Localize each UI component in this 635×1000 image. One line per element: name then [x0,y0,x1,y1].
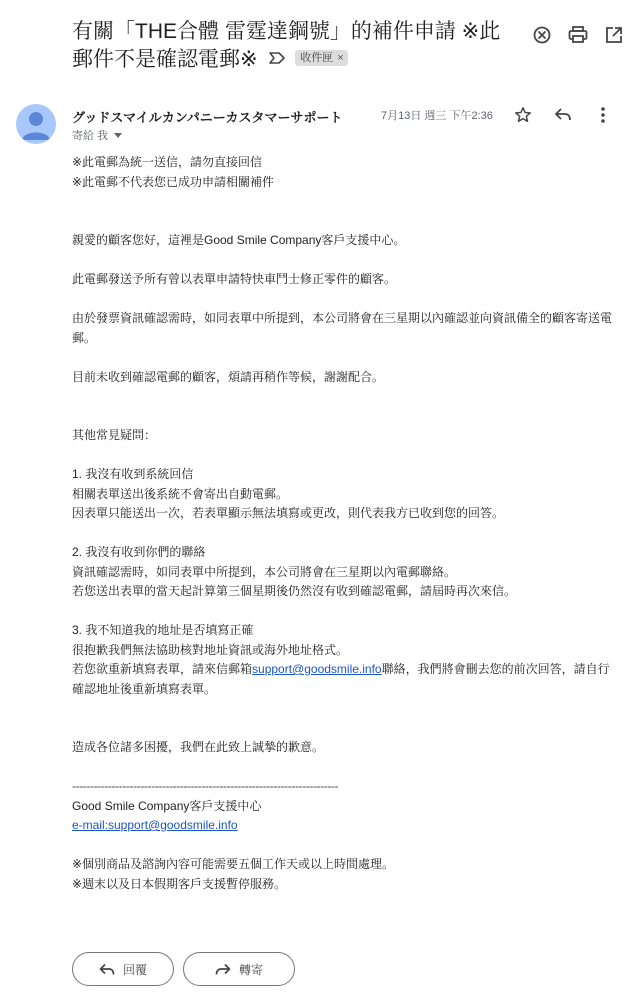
forward-button-label: 轉寄 [238,962,263,977]
signature-email-link[interactable]: e-mail:support@goodsmile.info [72,818,238,832]
print-icon[interactable] [567,24,589,46]
remove-label-icon[interactable]: × [337,52,344,65]
reply-icon [99,963,115,976]
subject-title: 有關「THE合體 雷霆達鋼號」的補件申請 ※此郵件不是確認電郵※ [72,20,501,71]
support-email-link[interactable]: support@goodsmile.info [252,662,382,676]
email-date: 7月13日 週三 下午2:36 [381,110,493,122]
forward-icon [215,963,231,976]
more-options-icon[interactable] [592,104,614,126]
notice-line: ※此電郵為統一送信，請勿直接回信 [72,155,263,169]
greeting: 親愛的顧客您好，這裡是Good Smile Company客戶支援中心。 [72,233,406,247]
notice-line: ※此電郵不代表您已成功申請相關補件 [72,174,275,189]
faq-answer: 因表單只能送出一次，若表單顯示無法填寫或更改，則代表我方已收到您的回答。 [72,506,505,520]
email-subject [72,18,512,74]
body-paragraph: 目前未收到確認電郵的顧客，煩請再稍作等候，謝謝配合。 [72,369,385,384]
faq-answer-text: 若您欲重新填寫表單，請來信郵箱 [72,662,253,676]
close-circle-icon[interactable] [531,24,553,46]
faq-answer [72,660,620,699]
footer-note: ※週末以及日本假期客戶支援暫停服務。 [72,876,287,891]
email-body [72,153,620,894]
star-icon[interactable] [512,104,534,126]
label-important-icon[interactable] [269,44,285,72]
faq-title: 其他常見疑問： [72,428,157,442]
body-paragraph: 此電郵發送予所有曾以表單申請特快車鬥士修正零件的顧客。 [72,272,397,286]
faq-answer-text: 聯絡，我們將會刪去您的前次回答，請自行確認地址後重新填寫表單。 [72,662,610,696]
apology-line: 造成各位諸多困擾，我們在此致上誠摯的歉意。 [72,740,325,754]
inbox-label-chip[interactable] [295,50,347,66]
forward-button[interactable] [183,952,295,986]
inbox-label-text: 收件匣 [300,52,334,65]
faq-answer: 資訊確認需時，如同表單中所提到，本公司將會在三星期以內電郵聯絡。 [72,564,457,579]
faq-question: 2. 我沒有收到你們的聯絡 [72,545,206,559]
chevron-down-icon[interactable] [114,133,122,138]
person-icon [16,104,56,144]
recipient-label: 寄給 我 [72,130,109,142]
signature-divider: -------------------------------------------------------------------------- [72,779,339,793]
faq-answer: 相關表單送出後系統不會寄出自動電郵。 [72,486,289,501]
faq-question: 1. 我沒有收到系統回信 [72,467,194,481]
recipient-line[interactable] [72,127,122,143]
faq-question: 3. 我不知道我的地址是否填寫正確 [72,623,254,637]
avatar [16,104,56,144]
reply-icon[interactable] [552,104,574,126]
footer-note: ※個別商品及諮詢內容可能需要五個工作天或以上時間處理。 [72,857,395,871]
sender-name[interactable]: グッドスマイルカンパニーカスタマーサポート [72,110,343,125]
signature-name: Good Smile Company客戶支援中心 [72,798,262,813]
body-paragraph: 由於發票資訊確認需時，如同表單中所提到，本公司將會在三星期以內確認並向資訊備全的顧客寄送電郵。 [72,311,613,345]
open-new-window-icon[interactable] [603,24,625,46]
faq-answer: 很抱歉我們無法協助核對地址資訊或海外地址格式。 [72,642,349,657]
reply-button-label: 回覆 [122,962,147,977]
faq-answer: 若您送出表單的當天起計算第三個星期後仍然沒有收到確認電郵，請屆時再次來信。 [72,584,517,598]
reply-button[interactable] [72,952,174,986]
